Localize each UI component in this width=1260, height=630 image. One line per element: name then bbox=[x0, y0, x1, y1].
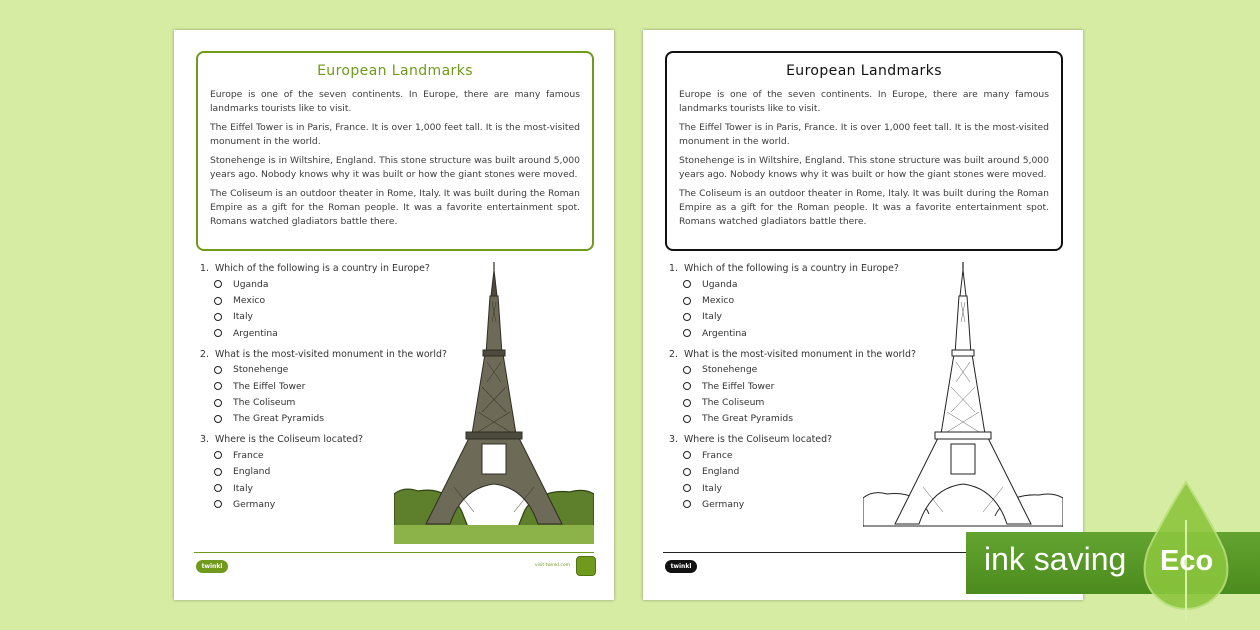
radio-circle-icon[interactable] bbox=[683, 313, 691, 321]
radio-circle-icon[interactable] bbox=[214, 382, 222, 390]
option-label: Germany bbox=[702, 498, 745, 510]
radio-circle-icon[interactable] bbox=[214, 415, 222, 423]
question-number: 3. bbox=[669, 434, 678, 446]
question-text: What is the most-visited monument in the world? bbox=[214, 348, 447, 360]
option-label: The Eiffel Tower bbox=[702, 380, 775, 392]
radio-circle-icon[interactable] bbox=[683, 280, 691, 288]
twinkl-logo: twinkl bbox=[665, 560, 697, 573]
option-label: The Coliseum bbox=[702, 397, 765, 409]
question-text: What is the most-visited monument in the world? bbox=[683, 348, 916, 360]
option-label: England bbox=[233, 466, 271, 478]
passage-paragraph: The Eiffel Tower is in Paris, France. It is over 1,000 feet tall. It is the most-visited monument in the world. bbox=[679, 122, 1049, 147]
radio-circle-icon[interactable] bbox=[683, 382, 691, 390]
reading-passage-box bbox=[196, 51, 594, 251]
option-label: The Great Pyramids bbox=[233, 413, 325, 425]
option-label: Italy bbox=[702, 482, 722, 494]
radio-circle-icon[interactable] bbox=[214, 451, 222, 459]
question-text: Where is the Coliseum located? bbox=[683, 434, 833, 446]
footer-divider bbox=[194, 552, 594, 553]
passage-paragraph: Stonehenge is in Wiltshire, England. This stone structure was built around 5,000 years ago. Nobody knows why it was built or how the giant stones were moved. bbox=[679, 155, 1049, 180]
option-label: Mexico bbox=[233, 295, 266, 307]
eiffel-tower-illustration bbox=[394, 262, 594, 544]
option-label: Germany bbox=[233, 498, 276, 510]
option-label: Stonehenge bbox=[233, 364, 289, 376]
radio-circle-icon[interactable] bbox=[214, 484, 222, 492]
radio-circle-icon[interactable] bbox=[214, 500, 222, 508]
option-label: Italy bbox=[702, 311, 722, 323]
option-label: The Coliseum bbox=[233, 397, 296, 409]
worksheet-eco-version bbox=[643, 30, 1083, 600]
option-label: Stonehenge bbox=[702, 364, 758, 376]
question-number: 2. bbox=[669, 348, 678, 360]
passage-paragraph: The Eiffel Tower is in Paris, France. It is over 1,000 feet tall. It is the most-visited monument in the world. bbox=[210, 122, 580, 147]
option-label: Uganda bbox=[233, 278, 269, 290]
option-label: The Eiffel Tower bbox=[233, 380, 306, 392]
radio-circle-icon[interactable] bbox=[683, 399, 691, 407]
radio-circle-icon[interactable] bbox=[214, 468, 222, 476]
question-number: 1. bbox=[200, 263, 209, 274]
question-text: Where is the Coliseum located? bbox=[214, 434, 364, 446]
passage-paragraph: Europe is one of the seven continents. In Europe, there are many famous landmarks tourists like to visit. bbox=[679, 89, 1049, 114]
passage-paragraph: The Coliseum is an outdoor theater in Rome, Italy. It was built during the Roman Empire as a gift for the Roman people. It was a favorite entertainment spot. Romans watched gladiators battle there. bbox=[210, 188, 580, 227]
option-label: Mexico bbox=[702, 295, 735, 307]
option-label: Italy bbox=[233, 311, 253, 323]
radio-circle-icon[interactable] bbox=[214, 399, 222, 407]
radio-circle-icon[interactable] bbox=[683, 500, 691, 508]
option-label: Italy bbox=[233, 482, 253, 494]
radio-circle-icon[interactable] bbox=[214, 280, 222, 288]
footer-url: visit twinkl.com bbox=[534, 563, 570, 568]
radio-circle-icon[interactable] bbox=[683, 329, 691, 337]
question-number: 1. bbox=[669, 263, 678, 274]
worksheet-title: European Landmarks bbox=[786, 63, 942, 79]
worksheet-color-version bbox=[174, 30, 614, 600]
worksheet-title: European Landmarks bbox=[317, 63, 473, 79]
passage-paragraph: Europe is one of the seven continents. In Europe, there are many famous landmarks tourists like to visit. bbox=[210, 89, 580, 114]
footer-badge-icon bbox=[576, 556, 596, 576]
passage-paragraph: Stonehenge is in Wiltshire, England. This stone structure was built around 5,000 years ago. Nobody knows why it was built or how the giant stones were moved. bbox=[210, 155, 580, 180]
option-label: Argentina bbox=[233, 327, 278, 339]
radio-circle-icon[interactable] bbox=[683, 484, 691, 492]
eco-label: Eco bbox=[1160, 545, 1214, 577]
option-label: Argentina bbox=[702, 327, 747, 339]
radio-circle-icon[interactable] bbox=[214, 313, 222, 321]
option-label: France bbox=[702, 449, 733, 461]
radio-circle-icon[interactable] bbox=[214, 297, 222, 305]
radio-circle-icon[interactable] bbox=[214, 329, 222, 337]
twinkl-logo: twinkl bbox=[196, 560, 228, 573]
radio-circle-icon[interactable] bbox=[683, 297, 691, 305]
ink-saving-label: ink saving bbox=[984, 541, 1127, 577]
radio-circle-icon[interactable] bbox=[683, 366, 691, 374]
reading-passage-box bbox=[665, 51, 1063, 251]
question-text: Which of the following is a country in Europe? bbox=[683, 263, 899, 274]
passage-paragraph: The Coliseum is an outdoor theater in Rome, Italy. It was built during the Roman Empire as a gift for the Roman people. It was a favorite entertainment spot. Romans watched gladiators battle there. bbox=[679, 188, 1049, 227]
radio-circle-icon[interactable] bbox=[214, 366, 222, 374]
option-label: The Great Pyramids bbox=[702, 413, 794, 425]
option-label: Uganda bbox=[702, 278, 738, 290]
question-number: 2. bbox=[200, 348, 209, 360]
radio-circle-icon[interactable] bbox=[683, 415, 691, 423]
radio-circle-icon[interactable] bbox=[683, 468, 691, 476]
eiffel-tower-outline-illustration bbox=[863, 262, 1063, 544]
question-text: Which of the following is a country in Europe? bbox=[214, 263, 430, 274]
option-label: France bbox=[233, 449, 264, 461]
option-label: England bbox=[702, 466, 740, 478]
question-number: 3. bbox=[200, 434, 209, 446]
radio-circle-icon[interactable] bbox=[683, 451, 691, 459]
